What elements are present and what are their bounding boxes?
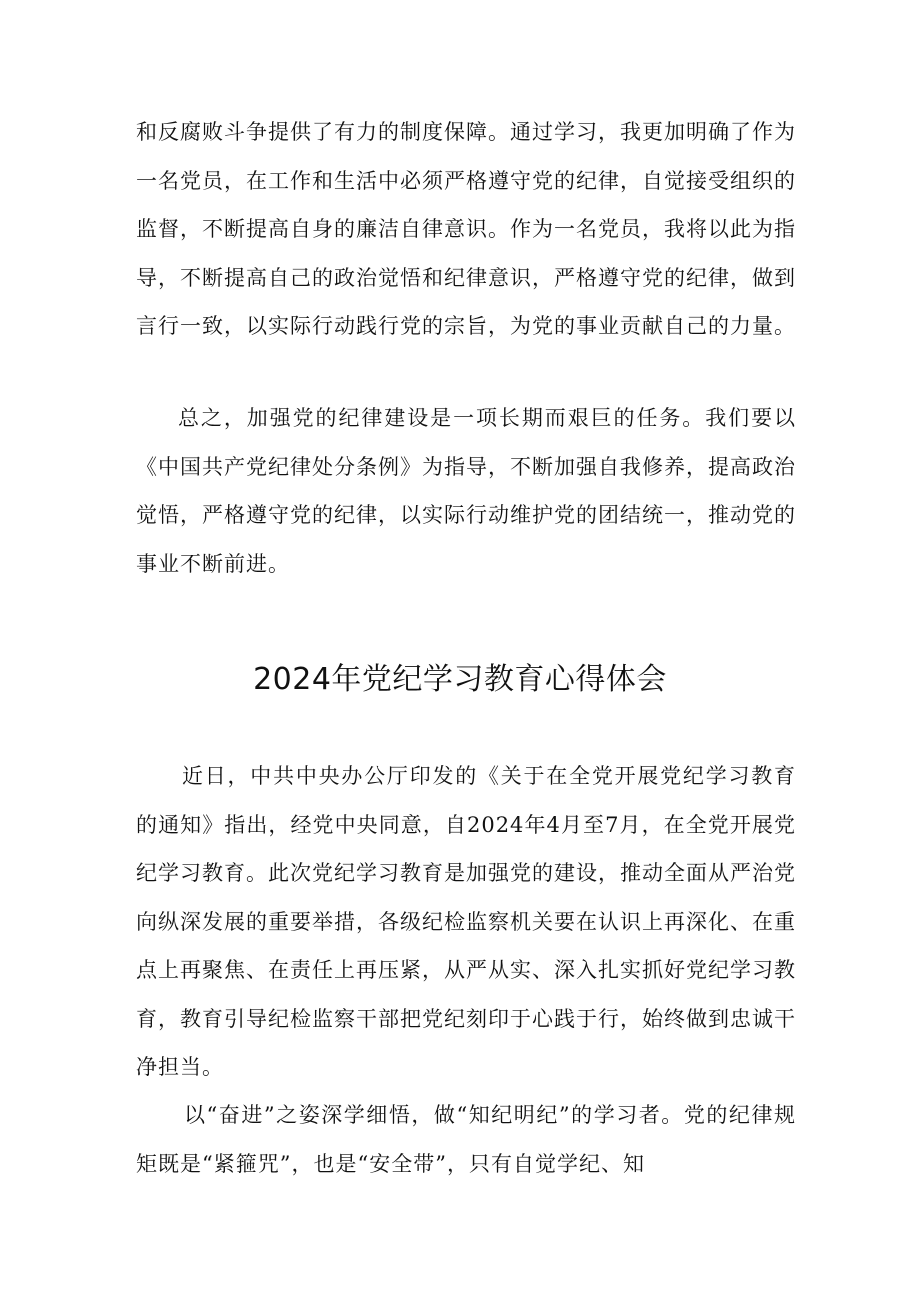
section-title: 2024年党纪学习教育心得体会 [253, 662, 667, 697]
paragraph-text: 以“奋进”之姿深学细悟，做“知纪明纪”的学习者。党的纪律规矩既是“紧箍咒”，也是“安全带”，只有自觉学纪、知 [136, 1103, 796, 1176]
paragraph-conclusion [136, 394, 796, 588]
paragraph-study [136, 1091, 796, 1188]
paragraph-text: 和反腐败斗争提供了有力的制度保障。通过学习，我更加明确了作为一名党员，在工作和生活中必须严格遵守党的纪律，自觉接受组织的监督，不断提高自身的廉洁自律意识。作为一名党员，我将以此为指导，不断提高自己的政治觉悟和纪律意识，严格遵守党的纪律，做到言行一致，以实际行动践行党的宗旨，为党的事业贡献自己的力量。 [136, 120, 796, 338]
paragraph-continued [136, 108, 796, 351]
paragraph-intro [136, 752, 796, 1092]
paragraph-text: 近日，中共中央办公厅印发的《关于在全党开展党纪学习教育的通知》指出，经党中央同意，自2024年4月至7月，在全党开展党纪学习教育。此次党纪学习教育是加强党的建设，推动全面从严治党向纵深发展的重要举措，各级纪检监察机关要在认识上再深化、在重点上再聚焦、在责任上再压紧，从严从实、深入扎实抓好党纪学习教育，教育引导纪检监察干部把党纪刻印于心践于行，始终做到忠诚干净担当。 [136, 764, 796, 1079]
paragraph-text: 总之，加强党的纪律建设是一项长期而艰巨的任务。我们要以《中国共产党纪律处分条例》为指导，不断加强自我修养，提高政治觉悟，严格遵守党的纪律，以实际行动维护党的团结统一，推动党的事业不断前进。 [136, 406, 796, 576]
